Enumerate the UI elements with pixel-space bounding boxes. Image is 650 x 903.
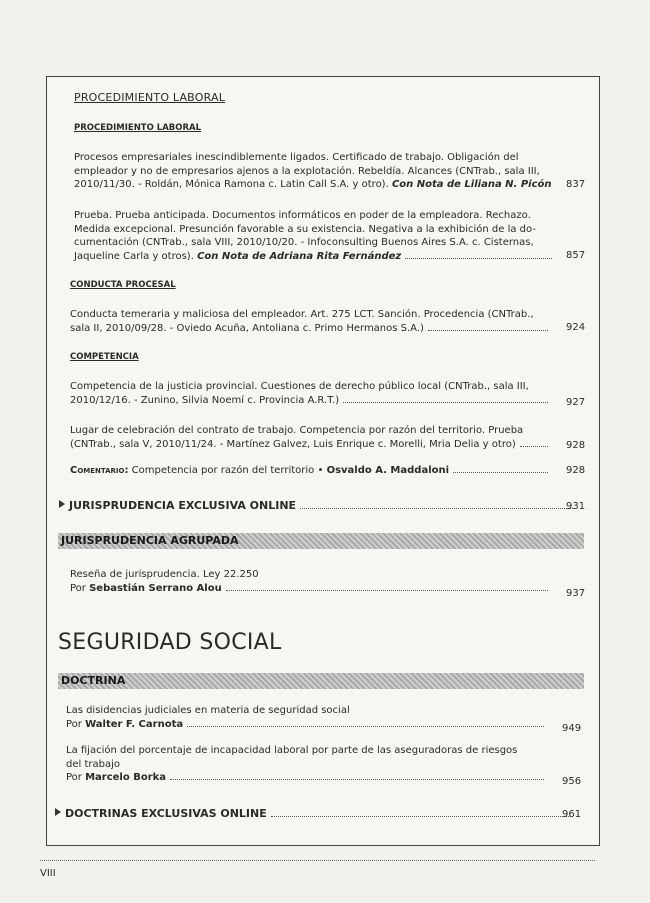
section-bar-jurisprudencia-agrupada: JURISPRUDENCIA AGRUPADA — [58, 533, 584, 549]
page-number: 927 — [566, 397, 586, 408]
triangle-bullet-icon — [59, 500, 65, 508]
entry-author: Osvaldo A. Maddaloni — [326, 465, 450, 476]
comentario-label: Comentario: — [70, 465, 129, 476]
online-label: JURISPRUDENCIA EXCLUSIVA ONLINE — [69, 499, 297, 512]
entry-lugar-celebracion — [70, 424, 552, 451]
subheading-procedimiento: PROCEDIMIENTO LABORAL — [74, 123, 202, 133]
entry-line: Prueba. Prueba anticipada. Documentos informáticos en poder de la empleadora. Rechazo. — [74, 210, 531, 221]
entry-author: Marcelo Borka — [85, 772, 167, 783]
entry-line: cumentación (CNTrab., sala VIII, 2010/10/20. - Infoconsulting Buenos Aires S.A. c. Cisternas, — [74, 237, 534, 248]
entry-line — [70, 394, 552, 408]
section-heading: PROCEDIMIENTO LABORAL — [74, 91, 226, 104]
dot-leader — [343, 402, 548, 403]
entry-line: empleador y no de empresarios ajenos a la explotación. Rebeldía. Alcances (CNTrab., sala III, — [74, 165, 540, 177]
footer-page-number: VIII — [40, 868, 56, 879]
page-number: 837 — [566, 179, 586, 190]
entry-line: Reseña de jurisprudencia. Ley 22.250 — [70, 569, 259, 580]
page-number: 928 — [566, 440, 586, 451]
page-number: 924 — [566, 322, 586, 333]
entry-prueba — [74, 209, 556, 263]
entry-line: Conducta temeraria y maliciosa del empleador. Art. 275 LCT. Sanción. Procedencia (CNTrab., — [70, 309, 534, 320]
entry-line — [66, 718, 548, 732]
entry-text: 2010/12/16. - Zunino, Silvia Noemí c. Provincia A.R.T.) — [70, 394, 340, 406]
entry-text: Competencia por razón del territorio • — [128, 465, 327, 476]
entry-line: Procesos empresariales inescindiblemente ligados. Certificado de trabajo. Obligación del — [74, 152, 519, 163]
page-number: 937 — [566, 588, 586, 599]
entry-text: (CNTrab., sala V, 2010/11/24. - Martínez Galvez, Luis Enrique c. Morelli, Mria Delia y otro) — [70, 438, 516, 450]
entry-comentario — [70, 464, 552, 478]
entry-line: Las disidencias judiciales en materia de seguridad social — [66, 705, 350, 716]
dot-leader — [520, 446, 548, 447]
page-number: 857 — [566, 250, 586, 261]
entry-text: sala II, 2010/09/28. - Oviedo Acuña, Antoliana c. Primo Hermanos S.A.) — [70, 322, 424, 334]
online-label: DOCTRINAS EXCLUSIVAS ONLINE — [65, 807, 267, 820]
entry-note-author: Con Nota de Liliana N. Picón — [391, 179, 552, 190]
por-label: Por — [66, 718, 86, 730]
triangle-bullet-icon — [55, 808, 61, 816]
entry-line — [70, 464, 552, 478]
page-number: 956 — [562, 776, 582, 787]
entry-line — [74, 178, 556, 192]
dot-leader — [428, 330, 548, 331]
dot-leader — [226, 590, 548, 591]
dot-leader — [170, 779, 544, 780]
page-number: 961 — [562, 809, 582, 820]
dot-leader — [405, 258, 552, 259]
page-number: 928 — [566, 465, 586, 476]
entry-line: Medida excepcional. Presunción favorable a su existencia. Negativa a la exhibición de la do- — [74, 223, 536, 235]
entry-line: Lugar de celebración del contrato de trabajo. Competencia por razón del territorio. Prueba — [70, 425, 524, 436]
section-bar-doctrina: DOCTRINA — [58, 673, 584, 689]
entry-line: del trabajo — [66, 758, 120, 770]
main-section-title: SEGURIDAD SOCIAL — [58, 630, 282, 655]
entry-line — [70, 582, 552, 596]
entry-note-author: Con Nota de Adriana Rita Fernández — [197, 250, 402, 262]
entry-line — [70, 438, 552, 452]
por-label: Por — [66, 772, 86, 783]
entry-competencia-provincial — [70, 380, 552, 407]
entry-line: La fijación del porcentaje de incapacidad laboral por parte de las aseguradoras de riesgos — [66, 745, 518, 756]
entry-line — [74, 250, 556, 264]
entry-resena — [70, 568, 552, 595]
por-label: Por — [70, 582, 90, 594]
entry-disidencias — [66, 704, 548, 731]
subheading-conducta: CONDUCTA PROCESAL — [70, 280, 176, 290]
entry-line — [70, 322, 552, 336]
entry-text: Jaqueline Carla y otros). — [74, 250, 198, 262]
entry-line — [66, 771, 548, 785]
entry-fijacion — [66, 744, 548, 785]
entry-author: Sebastián Serrano Alou — [89, 582, 222, 594]
entry-line: Competencia de la justicia provincial. Cuestiones de derecho público local (CNTrab., sala III, — [70, 381, 529, 392]
entry-text: 2010/11/30. - Roldán, Mónica Ramona c. Latin Call S.A. y otro). — [74, 179, 392, 190]
dot-leader — [453, 472, 548, 473]
subheading-competencia: COMPETENCIA — [70, 352, 139, 362]
page-number: 931 — [566, 501, 586, 512]
entry-procesos — [74, 151, 556, 192]
dot-leader — [271, 816, 571, 817]
entry-conducta — [70, 308, 552, 335]
page-number: 949 — [562, 723, 582, 734]
footer-divider — [40, 860, 595, 861]
dot-leader — [187, 726, 544, 727]
doctrinas-online-link[interactable] — [55, 807, 575, 820]
dot-leader — [300, 508, 575, 509]
entry-author: Walter F. Carnota — [85, 718, 184, 730]
jurisprudencia-online-link[interactable] — [59, 499, 579, 512]
